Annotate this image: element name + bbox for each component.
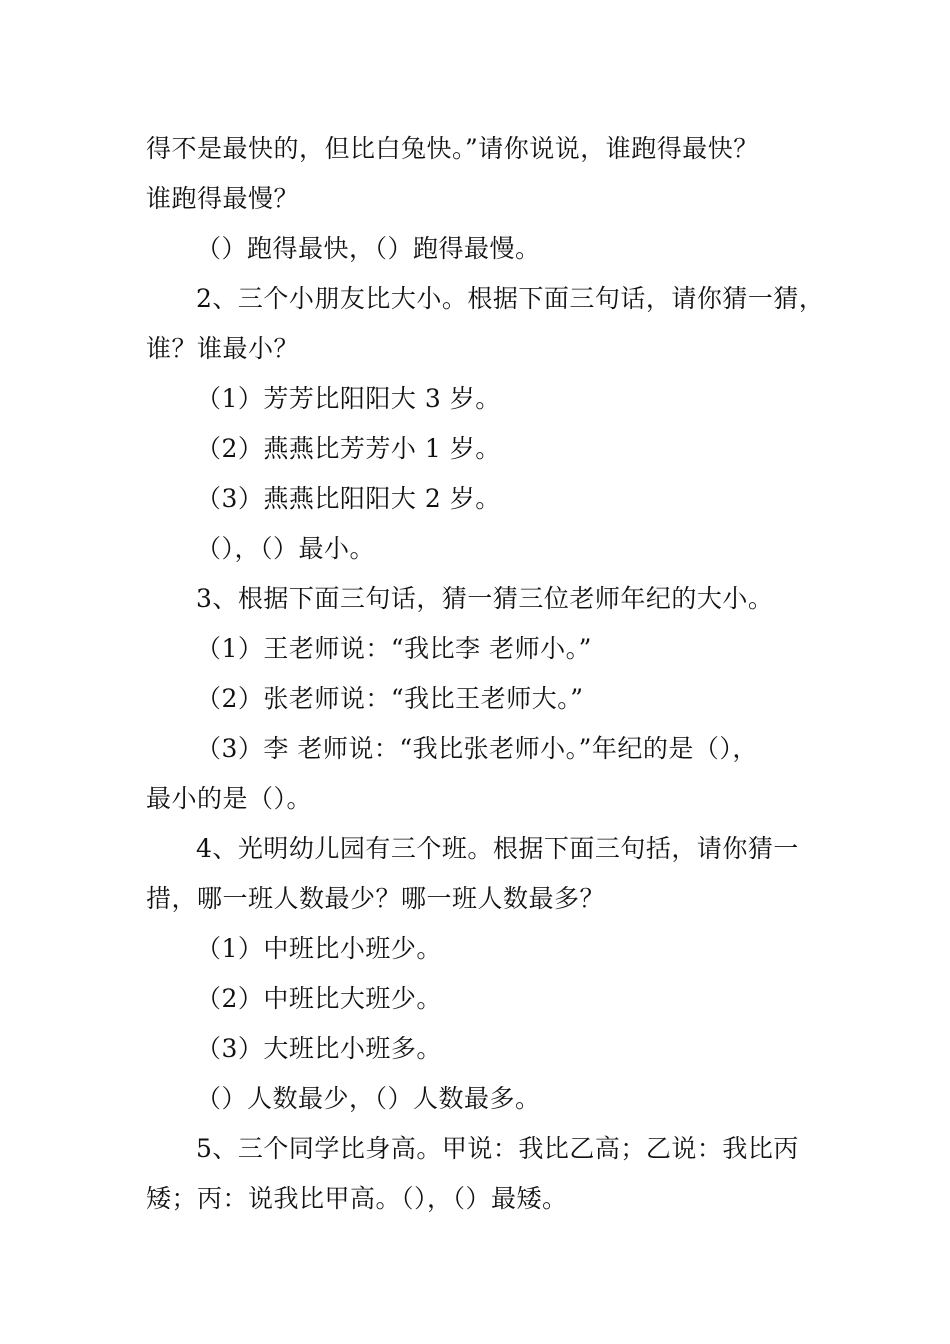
text-line: （1）中班比小班少。 bbox=[196, 934, 442, 963]
text-line: （1）芳芳比阳阳大 3 岁。 bbox=[196, 384, 501, 413]
text-line: （），（）最小。 bbox=[196, 534, 376, 563]
text-line: 谁跑得最慢？ bbox=[146, 184, 300, 213]
text-line: 谁？谁最小？ bbox=[146, 334, 300, 363]
text-line: （2）燕燕比芳芳小 1 岁。 bbox=[196, 434, 501, 463]
text-line: 4、光明幼儿园有三个班。根据下面三句括，请你猜一 bbox=[196, 834, 799, 863]
text-line: （2）中班比大班少。 bbox=[196, 984, 442, 1013]
text-line: 最小的是（）。 bbox=[146, 784, 313, 813]
text-line: （3）燕燕比阳阳大 2 岁。 bbox=[196, 484, 501, 513]
text-line: 措，哪一班人数最少？哪一班人数最多？ bbox=[146, 884, 606, 913]
text-line: 矮；丙：说我比甲高。（），（）最矮。 bbox=[146, 1184, 568, 1213]
text-line: （）跑得最快，（）跑得最慢。 bbox=[196, 234, 541, 263]
text-line: 得不是最快的，但比白兔快。”请你说说，谁跑得最快？ bbox=[146, 134, 759, 163]
text-line: （3）大班比小班多。 bbox=[196, 1034, 442, 1063]
text-line: （）人数最少，（）人数最多。 bbox=[196, 1084, 541, 1113]
text-line: （2）张老师说：“我比王老师大。” bbox=[196, 684, 584, 713]
text-line: 2、三个小朋友比大小。根据下面三句话，请你猜一猜， bbox=[196, 284, 825, 313]
text-line: 5、三个同学比身高。甲说：我比乙高；乙说：我比丙 bbox=[196, 1134, 799, 1163]
text-line: （3）李 老师说：“我比张老师小。”年纪的是（）， bbox=[196, 734, 758, 763]
text-line: 3、根据下面三句话，猜一猜三位老师年纪的大小。 bbox=[196, 584, 774, 613]
text-line: （1）王老师说：“我比李 老师小。” bbox=[196, 634, 592, 663]
